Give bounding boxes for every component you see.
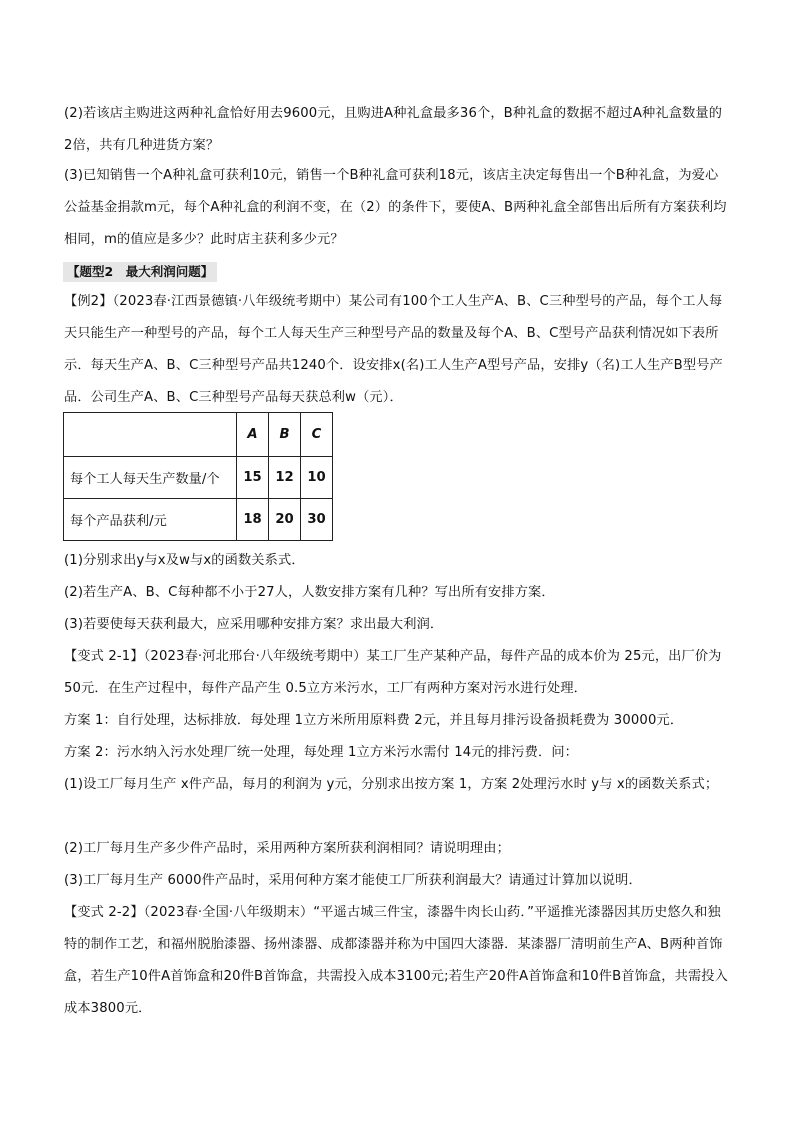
plan-2: 方案 2：污水纳入污水处理厂统一处理，每处理 1立方米污水需付 14元的排污费．问： [64,745,578,760]
example-2-question-2: (2)若生产A、B、C每种都不小于27人，人数安排方案有几种？写出所有安排方案． [64,585,555,600]
variant-2-2: 【变式 2-2】（2023春·全国·八年级期末）“平遥古城三件宝，漆器牛肉长山药．”平遥推光漆器因其历史悠久和独特的制作工艺，和福州脱胎漆器、扬州漆器、成都漆器并称为中国四大漆器．某漆器厂清明前生产A、B两种首饰盒，若生产10件A首饰盒和20件B首饰盒，共需投入成本3100元;若生产20件A首饰盒和10件B首饰盒，共需投入成本3800元． [64,905,728,1016]
table-cell: 20 [269,499,301,541]
section-heading: 【题型2 最大利润问题】 [63,262,217,282]
table-row-label: 每个工人每天生产数量/个 [64,457,237,499]
plan-1: 方案 1：自行处理，达标排放．每处理 1立方米所用原料费 2元，并且每月排污设备损耗费为 30000元． [64,713,684,728]
table-cell: 10 [301,457,333,499]
table-header-cell [64,413,237,457]
variant-2-1-question-1: (1)设工厂每月生产 x件产品，每月的利润为 y元，分别求出按方案 1，方案 2处理污水时 y与 x的函数关系式； [64,777,719,792]
table-row [64,457,333,499]
table-row-label: 每个产品获利/元 [64,499,237,541]
table-header-cell: A [237,413,269,457]
table-cell: 18 [237,499,269,541]
variant-2-1-question-3: (3)工厂每月生产 6000件产品时，采用何种方案才能使工厂所获利润最大？请通过计算加以说明． [64,873,642,888]
table-cell: 12 [269,457,301,499]
question-part-2: (2)若该店主购进这两种礼盒恰好用去9600元，且购进A种礼盒最多36个，B种礼盒的数据不超过A种礼盒数量的2倍，共有几种进货方案？ [64,106,723,153]
table-header-row [64,413,333,457]
question-part-3: (3)已知销售一个A种礼盒可获利10元，销售一个B种礼盒可获利18元，该店主决定每售出一个B种礼盒，为爱心公益基金捐款m元，每个A种礼盒的利润不变，在（2）的条件下，要使A、B两种礼盒全部售出后所有方案获利均相同，m的值应是多少？此时店主获利多少元？ [64,168,727,247]
product-table [63,412,333,541]
table-header-cell: C [301,413,333,457]
example-2-question-1: (1)分别求出y与x及w与x的函数关系式． [64,553,305,568]
table-row [64,499,333,541]
table-cell: 15 [237,457,269,499]
variant-2-1: 【变式 2-1】（2023春·河北邢台·八年级统考期中）某工厂生产某种产品，每件产品的成本价为 25元，出厂价为 50元．在生产过程中，每件产品产生 0.5立方米污水，工厂有两种方案对污水进行处理． [64,649,722,696]
table-header-cell: B [269,413,301,457]
example-2-question-3: (3)若要使每天获利最大，应采用哪种安排方案？求出最大利润． [64,617,444,632]
example-2: 【例2】（2023春·江西景德镇·八年级统考期中）某公司有100个工人生产A、B、C三种型号的产品，每个工人每天只能生产一种型号的产品，每个工人每天生产三种型号产品的数量及每个A、B、C型号产品获利情况如下表所示．每天生产A、B、C三种型号产品共1240个．设安排x(名)工人生产A型号产品，安排y（名)工人生产B型号产品．公司生产A、B、C三种型号产品每天获总利w（元）． [64,294,723,405]
table-cell: 30 [301,499,333,541]
variant-2-1-question-2: (2)工厂每月生产多少件产品时，采用两种方案所获利润相同？请说明理由； [64,841,510,856]
